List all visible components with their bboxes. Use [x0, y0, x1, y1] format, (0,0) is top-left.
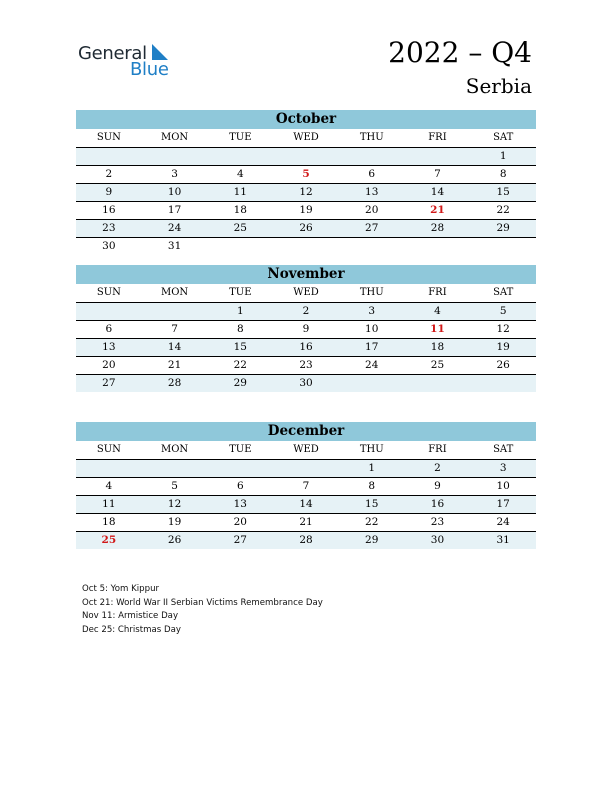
weekday-header-row [76, 441, 536, 460]
date-cell: 10 [167, 186, 182, 198]
date-cell: 20 [233, 516, 247, 528]
date-cell: 2 [302, 305, 310, 317]
date-cell: 12 [496, 323, 510, 335]
date-cell: 16 [102, 204, 116, 216]
weekday-label: WED [293, 132, 319, 143]
week-row [76, 478, 536, 496]
date-cell: 28 [430, 222, 445, 234]
date-cell: 13 [233, 498, 247, 510]
weekday-label: FRI [428, 444, 447, 455]
week-row [76, 357, 536, 375]
date-cell: 23 [102, 222, 116, 234]
date-cell: 26 [167, 534, 182, 546]
date-cell: 5 [499, 305, 507, 317]
date-cell [142, 303, 208, 320]
date-cell: 11 [102, 498, 116, 510]
date-cell: 8 [499, 168, 507, 180]
date-cell: 4 [105, 480, 113, 492]
date-cell: 8 [368, 480, 376, 492]
brand-word-blue: Blue [130, 59, 169, 80]
date-cell: 21 [167, 359, 182, 371]
date-cell: 19 [496, 341, 510, 353]
date-cell: 31 [496, 534, 510, 546]
date-cell: 15 [365, 498, 379, 510]
date-cell: 15 [496, 186, 510, 198]
date-cell: 8 [236, 323, 244, 335]
date-cell: 29 [365, 534, 379, 546]
date-cell: 22 [365, 516, 379, 528]
date-cell: 30 [102, 240, 116, 252]
date-cell: 17 [167, 204, 182, 216]
date-cell: 13 [102, 341, 116, 353]
month-title: October [76, 110, 536, 129]
date-cell: 14 [430, 186, 445, 198]
date-cell [273, 460, 339, 477]
weekday-label: THU [359, 444, 384, 455]
date-cell: 30 [299, 377, 313, 389]
month-title: December [76, 422, 536, 441]
date-cell: 17 [365, 341, 379, 353]
date-cell: 18 [233, 204, 247, 216]
weekday-header-row [76, 129, 536, 148]
weekday-label: TUE [229, 444, 252, 455]
date-cell [207, 148, 273, 165]
weekday-label: SAT [493, 444, 514, 455]
date-cell [405, 375, 471, 392]
date-cell [470, 375, 536, 392]
holiday-date-cell: 21 [430, 204, 445, 216]
week-row [76, 202, 536, 220]
week-row [76, 460, 536, 478]
date-cell: 7 [434, 168, 441, 180]
date-cell: 18 [430, 341, 445, 353]
date-cell [76, 148, 142, 165]
week-row [76, 238, 536, 255]
date-cell: 6 [368, 168, 376, 180]
date-cell: 22 [496, 204, 510, 216]
weekday-label: FRI [428, 132, 447, 143]
week-row [76, 148, 536, 166]
holiday-notes [82, 583, 323, 637]
date-cell: 4 [236, 168, 244, 180]
date-cell [405, 148, 471, 165]
date-cell: 9 [302, 323, 310, 335]
date-cell: 12 [167, 498, 182, 510]
date-cell: 27 [365, 222, 379, 234]
date-cell: 21 [299, 516, 313, 528]
weekday-label: THU [359, 132, 384, 143]
brand-logo [78, 40, 188, 80]
date-cell: 29 [233, 377, 247, 389]
date-cell: 22 [233, 359, 247, 371]
date-cell: 27 [102, 377, 116, 389]
date-cell [207, 460, 273, 477]
date-cell [76, 303, 142, 320]
date-cell: 10 [365, 323, 379, 335]
weekday-label: WED [293, 444, 319, 455]
date-cell: 5 [171, 480, 178, 492]
holiday-date-cell: 5 [302, 168, 310, 180]
date-cell: 9 [105, 186, 113, 198]
date-cell: 16 [430, 498, 445, 510]
holiday-note: Nov 11: Armistice Day [82, 611, 179, 621]
date-cell: 11 [233, 186, 247, 198]
date-cell: 3 [171, 168, 178, 180]
date-cell [273, 238, 339, 255]
date-cell: 24 [496, 516, 510, 528]
date-cell: 2 [434, 462, 441, 474]
date-cell: 1 [499, 150, 507, 162]
date-cell [405, 238, 471, 255]
date-cell: 17 [496, 498, 510, 510]
date-cell: 7 [302, 480, 310, 492]
date-cell [207, 238, 273, 255]
date-cell: 6 [105, 323, 113, 335]
page-title: 2022 – Q4 [388, 36, 532, 69]
date-cell [470, 238, 536, 255]
country-name: Serbia [465, 74, 532, 98]
date-cell: 9 [434, 480, 441, 492]
holiday-note: Oct 21: World War II Serbian Victims Remembrance Day [82, 597, 323, 608]
date-cell: 24 [167, 222, 182, 234]
date-cell: 31 [167, 240, 182, 252]
month-december [76, 422, 536, 549]
week-row [76, 321, 536, 339]
date-cell: 26 [299, 222, 313, 234]
date-cell: 19 [167, 516, 182, 528]
week-row [76, 375, 536, 392]
date-cell: 28 [167, 377, 182, 389]
weekday-label: SUN [96, 287, 121, 298]
month-october [76, 110, 536, 255]
date-cell: 19 [299, 204, 313, 216]
date-cell: 25 [430, 359, 445, 371]
date-cell: 1 [368, 462, 376, 474]
weekday-label: SAT [493, 287, 514, 298]
month-title: November [76, 265, 536, 284]
date-cell [339, 375, 405, 392]
weekday-label: SAT [493, 132, 514, 143]
weekday-label: MON [160, 132, 189, 143]
date-cell: 13 [365, 186, 379, 198]
holiday-date-cell: 11 [430, 323, 445, 335]
date-cell: 3 [499, 462, 507, 474]
date-cell: 2 [105, 168, 113, 180]
brand-word-general: General [78, 43, 147, 64]
week-row [76, 339, 536, 357]
date-cell: 15 [233, 341, 247, 353]
date-cell: 28 [299, 534, 313, 546]
weekday-label: MON [160, 444, 189, 455]
week-row [76, 166, 536, 184]
date-cell: 16 [299, 341, 313, 353]
date-cell: 12 [299, 186, 313, 198]
week-row [76, 532, 536, 549]
week-row [76, 220, 536, 238]
date-cell: 14 [299, 498, 313, 510]
date-cell: 6 [236, 480, 244, 492]
date-cell [142, 460, 208, 477]
week-row [76, 514, 536, 532]
date-cell: 27 [233, 534, 247, 546]
month-november [76, 265, 536, 392]
weekday-label: MON [160, 287, 189, 298]
weekday-label: THU [359, 287, 384, 298]
holiday-note: Oct 5: Yom Kippur [82, 584, 160, 594]
date-cell: 18 [102, 516, 116, 528]
date-cell [273, 148, 339, 165]
date-cell: 10 [496, 480, 510, 492]
date-cell [339, 148, 405, 165]
date-cell: 25 [233, 222, 247, 234]
date-cell: 1 [236, 305, 244, 317]
date-cell: 7 [171, 323, 178, 335]
date-cell: 23 [430, 516, 445, 528]
date-cell: 23 [299, 359, 313, 371]
date-cell: 30 [430, 534, 445, 546]
weekday-label: TUE [229, 287, 252, 298]
week-row [76, 303, 536, 321]
date-cell [76, 460, 142, 477]
date-cell: 20 [365, 204, 379, 216]
date-cell: 20 [102, 359, 116, 371]
date-cell: 3 [368, 305, 376, 317]
date-cell: 26 [496, 359, 510, 371]
weekday-label: TUE [229, 132, 252, 143]
date-cell: 24 [365, 359, 379, 371]
date-cell: 14 [167, 341, 182, 353]
weekday-header-row [76, 284, 536, 303]
weekday-label: SUN [96, 132, 121, 143]
holiday-note: Dec 25: Christmas Day [82, 624, 181, 635]
weekday-label: SUN [96, 444, 121, 455]
weekday-label: FRI [428, 287, 447, 298]
date-cell [339, 238, 405, 255]
date-cell: 29 [496, 222, 510, 234]
date-cell [142, 148, 208, 165]
week-row [76, 184, 536, 202]
holiday-date-cell: 25 [101, 534, 117, 546]
week-row [76, 496, 536, 514]
date-cell: 4 [434, 305, 441, 317]
weekday-label: WED [293, 287, 319, 298]
